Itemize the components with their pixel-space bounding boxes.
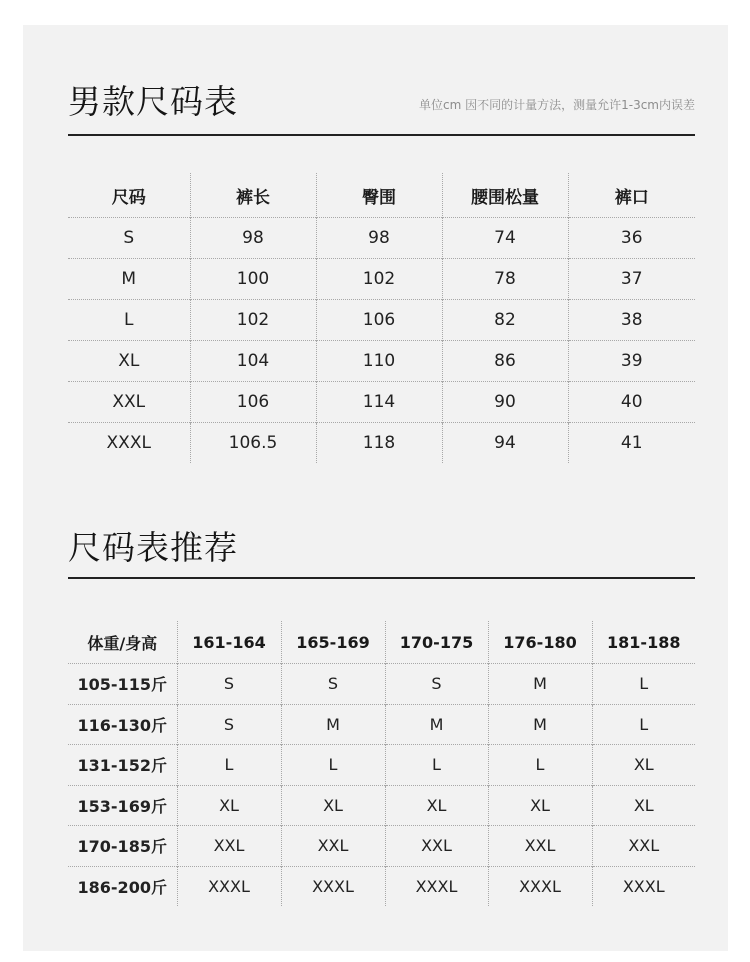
cell-size: XL bbox=[281, 785, 385, 826]
recommendation-title: 尺码表推荐 bbox=[68, 528, 238, 567]
row-weight: 105-115斤 bbox=[68, 664, 177, 705]
cell-leg-opening: 41 bbox=[568, 423, 695, 464]
cell-size: XL bbox=[177, 785, 281, 826]
cell-size: M bbox=[488, 704, 592, 745]
cell-size: XXL bbox=[281, 826, 385, 867]
cell-size: XL bbox=[68, 341, 190, 382]
table-row bbox=[68, 664, 695, 705]
cell-size: XXL bbox=[488, 826, 592, 867]
cell-pant-length: 100 bbox=[190, 259, 316, 300]
cell-size: XXL bbox=[177, 826, 281, 867]
size-chart-header-row bbox=[68, 173, 695, 218]
cell-size: M bbox=[281, 704, 385, 745]
recommendation-header-row bbox=[68, 621, 695, 664]
cell-size: L bbox=[281, 745, 385, 786]
cell-hip: 106 bbox=[316, 300, 442, 341]
cell-pant-length: 106 bbox=[190, 382, 316, 423]
cell-waist: 78 bbox=[442, 259, 568, 300]
cell-size: XXXL bbox=[68, 423, 190, 464]
table-row bbox=[68, 423, 695, 464]
cell-pant-length: 98 bbox=[190, 218, 316, 259]
cell-size: XL bbox=[592, 745, 695, 786]
cell-waist: 90 bbox=[442, 382, 568, 423]
recommendation-table bbox=[68, 621, 695, 906]
table-row bbox=[68, 382, 695, 423]
cell-size: XXL bbox=[385, 826, 488, 867]
cell-size: L bbox=[592, 704, 695, 745]
header-height-range: 181-188 bbox=[607, 632, 681, 652]
cell-hip: 110 bbox=[316, 341, 442, 382]
table-row bbox=[68, 300, 695, 341]
row-weight: 186-200斤 bbox=[68, 866, 177, 906]
header-pant-length: 裤长 bbox=[190, 173, 316, 218]
cell-size: M bbox=[488, 664, 592, 705]
cell-hip: 118 bbox=[316, 423, 442, 464]
cell-size: XXXL bbox=[177, 866, 281, 906]
cell-size: M bbox=[68, 259, 190, 300]
header-hip: 臀围 bbox=[316, 173, 442, 218]
row-weight: 131-152斤 bbox=[68, 745, 177, 786]
header-height-range: 176-180 bbox=[488, 621, 592, 664]
cell-size: XXXL bbox=[281, 866, 385, 906]
cell-size: XL bbox=[385, 785, 488, 826]
cell-pant-length: 102 bbox=[190, 300, 316, 341]
table-row bbox=[68, 341, 695, 382]
measurement-note: 单位cm 因不同的计量方法，测量允许1-3cm内误差 bbox=[419, 98, 695, 112]
cell-size: XXL bbox=[592, 826, 695, 867]
table-row bbox=[68, 745, 695, 786]
header-leg-opening: 裤口 bbox=[614, 187, 649, 208]
cell-waist: 94 bbox=[442, 423, 568, 464]
size-chart-title: 男款尺码表 bbox=[68, 82, 238, 121]
cell-leg-opening: 36 bbox=[568, 218, 695, 259]
cell-size: L bbox=[488, 745, 592, 786]
row-weight: 153-169斤 bbox=[68, 785, 177, 826]
cell-size: S bbox=[177, 664, 281, 705]
cell-leg-opening: 39 bbox=[568, 341, 695, 382]
cell-hip: 114 bbox=[316, 382, 442, 423]
cell-size: XXXL bbox=[385, 866, 488, 906]
cell-size: S bbox=[281, 664, 385, 705]
cell-leg-opening: 38 bbox=[568, 300, 695, 341]
table-row bbox=[68, 866, 695, 906]
cell-size: XL bbox=[488, 785, 592, 826]
cell-size: XL bbox=[592, 785, 695, 826]
cell-size: M bbox=[385, 704, 488, 745]
cell-size: L bbox=[592, 664, 695, 705]
size-chart-divider bbox=[68, 134, 695, 136]
cell-leg-opening: 40 bbox=[568, 382, 695, 423]
cell-size: L bbox=[385, 745, 488, 786]
size-chart-table bbox=[68, 173, 695, 463]
cell-size: XXXL bbox=[592, 866, 695, 906]
cell-waist: 86 bbox=[442, 341, 568, 382]
cell-hip: 102 bbox=[316, 259, 442, 300]
cell-leg-opening: 37 bbox=[568, 259, 695, 300]
header-height-range: 170-175 bbox=[385, 621, 488, 664]
table-row bbox=[68, 785, 695, 826]
header-weight-height: 体重/身高 bbox=[68, 621, 177, 664]
cell-pant-length: 104 bbox=[190, 341, 316, 382]
cell-hip: 98 bbox=[316, 218, 442, 259]
cell-size: XXXL bbox=[488, 866, 592, 906]
cell-pant-length: 106.5 bbox=[190, 423, 316, 464]
table-row bbox=[68, 704, 695, 745]
table-row bbox=[68, 218, 695, 259]
cell-size: L bbox=[68, 300, 190, 341]
cell-size: S bbox=[177, 704, 281, 745]
header-height-range: 161-164 bbox=[177, 621, 281, 664]
header-height-range: 165-169 bbox=[281, 621, 385, 664]
header-waist: 腰围松量 bbox=[442, 173, 568, 218]
cell-waist: 74 bbox=[442, 218, 568, 259]
row-weight: 170-185斤 bbox=[68, 826, 177, 867]
recommendation-divider bbox=[68, 577, 695, 579]
cell-size: S bbox=[385, 664, 488, 705]
cell-size: S bbox=[68, 218, 190, 259]
row-weight: 116-130斤 bbox=[68, 704, 177, 745]
header-size: 尺码 bbox=[68, 173, 190, 218]
cell-size: XXL bbox=[68, 382, 190, 423]
table-row bbox=[68, 259, 695, 300]
cell-waist: 82 bbox=[442, 300, 568, 341]
table-row bbox=[68, 826, 695, 867]
cell-size: L bbox=[177, 745, 281, 786]
